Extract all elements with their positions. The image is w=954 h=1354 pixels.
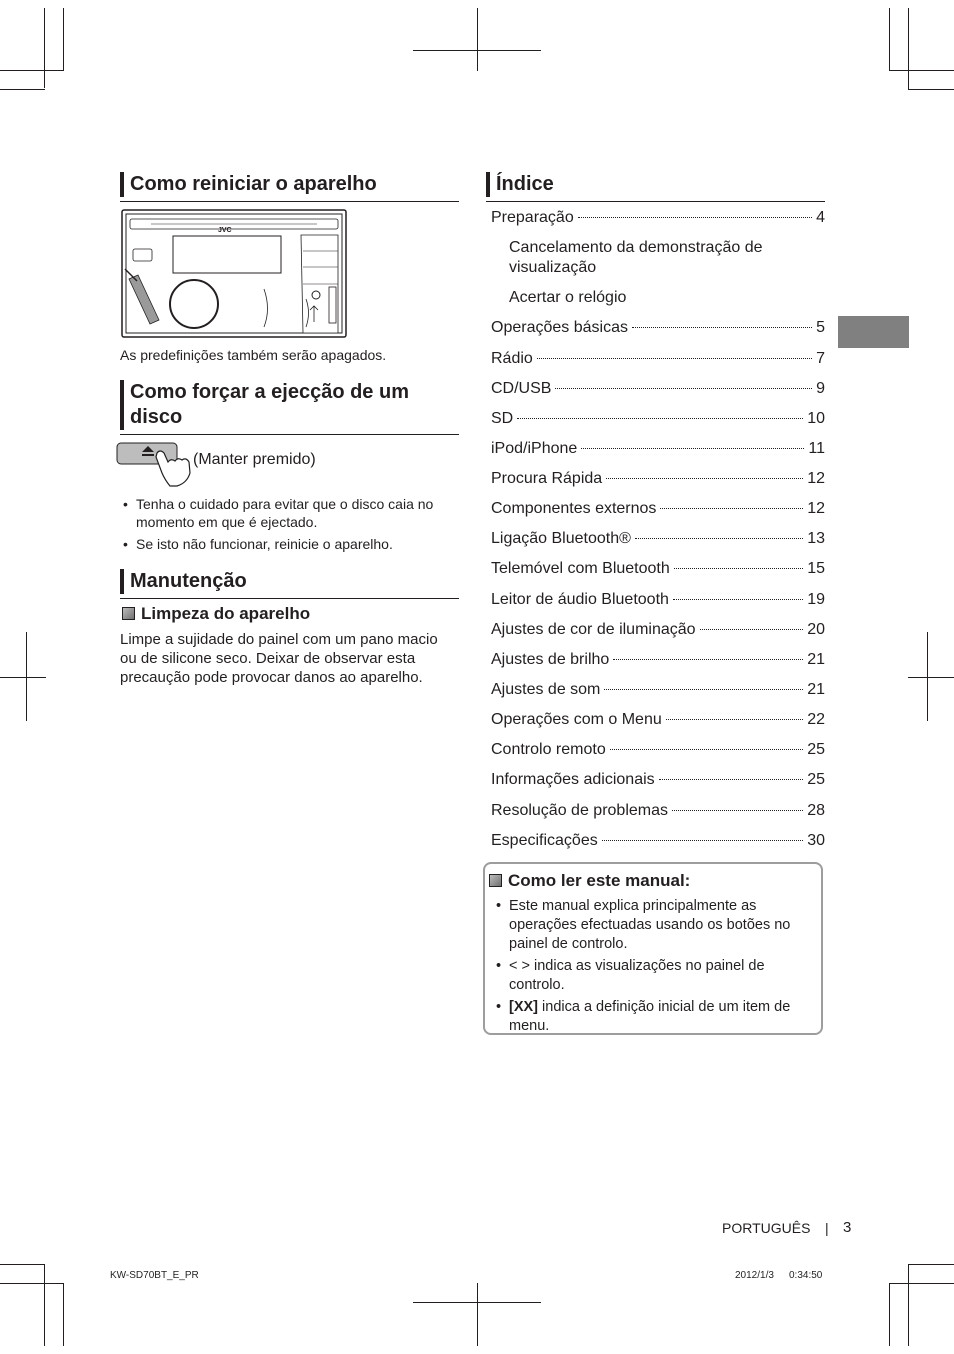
toc-leader xyxy=(604,689,803,690)
toc-entry-title: Telemóvel com Bluetooth xyxy=(491,560,670,577)
toc-entry[interactable] xyxy=(491,710,825,730)
toc-entry-page: 10 xyxy=(807,410,825,427)
toc-leader xyxy=(602,840,803,841)
footer-model-code: KW-SD70BT_E_PR xyxy=(110,1270,199,1281)
toc-entry[interactable] xyxy=(491,680,825,700)
toc-entry-page: 30 xyxy=(807,832,825,849)
toc-entry-page: 28 xyxy=(807,802,825,819)
list-item: • Tenha o cuidado para evitar que o disco caia no momento em que é ejectado. xyxy=(120,495,452,531)
toc-leader xyxy=(659,779,804,780)
toc-entry-title: Ligação Bluetooth® xyxy=(491,530,631,547)
toc-entry-page: 22 xyxy=(807,711,825,728)
toc-entry-page: 5 xyxy=(816,319,825,336)
section-heading-reset xyxy=(120,172,459,202)
how-to-read-list xyxy=(493,897,811,1036)
toc-entry-title: Especificações xyxy=(491,832,598,849)
toc-entry-title: Preparação xyxy=(491,209,574,226)
footer-time: 0:34:50 xyxy=(789,1270,823,1281)
toc-subentry[interactable]: Acertar o relógio xyxy=(509,289,627,306)
default-setting-marker: [XX] xyxy=(509,999,538,1015)
page-number: 3 xyxy=(843,1219,852,1236)
toc-entry-title: Ajustes de cor de iluminação xyxy=(491,621,696,638)
toc-entry[interactable] xyxy=(491,650,825,670)
toc-entry-title: CD/USB xyxy=(491,380,552,397)
toc-entry-page: 15 xyxy=(807,560,825,577)
subsection-title: Limpeza do aparelho xyxy=(141,604,311,623)
device-brand-logo: JVC xyxy=(218,227,232,234)
toc-entry-page: 25 xyxy=(807,741,825,758)
toc-entry-title: Operações básicas xyxy=(491,319,628,336)
toc-entry[interactable] xyxy=(491,349,825,369)
toc-entry-title: Resolução de problemas xyxy=(491,802,668,819)
toc-entry-page: 4 xyxy=(816,209,825,226)
section-title: Manutenção xyxy=(130,570,247,592)
toc-entry-title: SD xyxy=(491,410,514,427)
how-to-read-title: Como ler este manual: xyxy=(508,871,691,890)
list-item: • < > indica as visualizações no painel de controlo. xyxy=(493,957,811,995)
toc-entry-page: 25 xyxy=(807,771,825,788)
reset-caption: As predefinições também serão apagados. xyxy=(120,347,387,363)
toc-entry[interactable] xyxy=(491,770,825,790)
toc-entry-page: 12 xyxy=(807,470,825,487)
toc-entry[interactable] xyxy=(491,559,825,579)
toc-entry-title: Ajustes de som xyxy=(491,681,601,698)
eject-bullet-list xyxy=(120,495,452,553)
how-to-read-box xyxy=(483,862,823,1035)
language-tab-marker xyxy=(838,316,909,348)
toc-entry[interactable] xyxy=(491,529,825,549)
list-item-text: indica a definição inicial de um item de menu. xyxy=(509,999,791,1034)
toc-entry[interactable] xyxy=(491,801,825,821)
toc-entry[interactable] xyxy=(491,469,825,489)
eject-button-illustration xyxy=(115,440,195,488)
toc-leader xyxy=(581,448,804,449)
toc-leader xyxy=(578,217,812,218)
section-heading-maintenance xyxy=(120,569,459,599)
toc-leader xyxy=(632,327,812,328)
toc-entry-title: Controlo remoto xyxy=(491,741,606,758)
toc-entry[interactable] xyxy=(491,318,825,338)
toc-leader xyxy=(610,749,803,750)
toc-entry-title: Informações adicionais xyxy=(491,771,655,788)
toc-leader xyxy=(672,810,803,811)
toc-leader xyxy=(666,719,803,720)
toc-leader xyxy=(673,599,803,600)
toc-entry[interactable] xyxy=(491,439,825,459)
toc-entry[interactable] xyxy=(491,499,825,519)
toc-entry-title: Ajustes de brilho xyxy=(491,651,610,668)
toc-entry[interactable] xyxy=(491,831,825,851)
toc-leader xyxy=(674,568,803,569)
toc-entry-page: 20 xyxy=(807,621,825,638)
toc-entry[interactable] xyxy=(491,620,825,640)
toc-entry-page: 12 xyxy=(807,500,825,517)
toc-leader xyxy=(537,358,812,359)
toc-entry[interactable] xyxy=(491,740,825,760)
list-item xyxy=(493,998,811,1036)
toc-entry-title: Operações com o Menu xyxy=(491,711,662,728)
section-heading-index xyxy=(486,172,825,202)
toc-leader xyxy=(517,418,803,419)
toc-entry-page: 7 xyxy=(816,350,825,367)
footer-separator: | xyxy=(825,1220,829,1236)
how-to-read-heading xyxy=(487,870,828,892)
toc-entry-title: Componentes externos xyxy=(491,500,657,517)
list-item: • Este manual explica principalmente as operações efectuadas usando os botões no painel de controlo. xyxy=(493,897,811,954)
toc-entry-title: Leitor de áudio Bluetooth xyxy=(491,591,669,608)
toc-entry-title: Rádio xyxy=(491,350,533,367)
section-title: Como forçar a ejecção de um disco xyxy=(130,381,409,428)
section-heading-eject xyxy=(120,380,459,435)
toc-entry-title: Procura Rápida xyxy=(491,470,603,487)
toc-entry[interactable] xyxy=(491,590,825,610)
list-item: • Se isto não funcionar, reinicie o aparelho. xyxy=(120,535,452,553)
toc-subentry[interactable]: Cancelamento da demonstração de visualização xyxy=(509,239,763,276)
toc-entry-page: 21 xyxy=(807,681,825,698)
toc-leader xyxy=(635,538,803,539)
toc-entry[interactable] xyxy=(491,409,825,429)
subsection-heading-cleaning xyxy=(120,603,471,625)
toc-leader xyxy=(660,508,803,509)
toc-leader xyxy=(613,659,803,660)
maintenance-text: Limpe a sujidade do painel com um pano macio ou de silicone seco. Deixar de observar esta precaução pode provocar danos ao aparelho. xyxy=(120,631,438,686)
toc-entry[interactable] xyxy=(491,208,825,228)
section-title: Como reiniciar o aparelho xyxy=(130,173,377,195)
eject-hold-label: (Manter premido) xyxy=(193,451,316,468)
toc-leader xyxy=(606,478,803,479)
toc-entry-page: 13 xyxy=(807,530,825,547)
square-bullet-icon xyxy=(489,874,502,887)
toc-leader xyxy=(555,388,812,389)
toc-entry[interactable] xyxy=(491,379,825,399)
section-title: Índice xyxy=(496,173,554,195)
footer-language: PORTUGUÊS xyxy=(722,1220,811,1236)
toc-leader xyxy=(700,629,804,630)
toc-entry-page: 9 xyxy=(816,380,825,397)
toc-entry-page: 11 xyxy=(808,440,825,457)
toc-entry-page: 19 xyxy=(807,591,825,608)
toc-entry-page: 21 xyxy=(807,651,825,668)
device-illustration xyxy=(121,209,347,338)
toc-entry-title: iPod/iPhone xyxy=(491,440,578,457)
footer-date: 2012/1/3 xyxy=(735,1270,774,1281)
square-bullet-icon xyxy=(122,607,135,620)
